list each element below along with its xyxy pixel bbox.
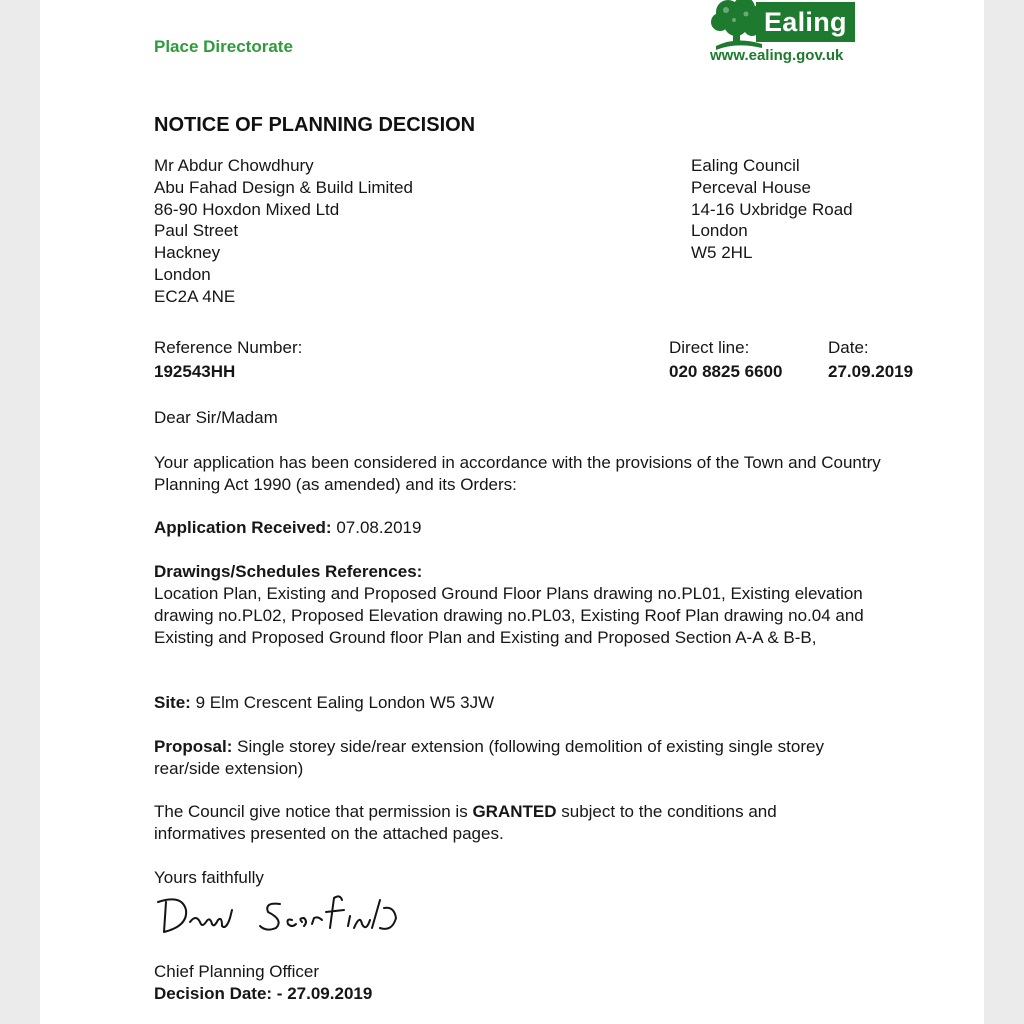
decision-paragraph bbox=[154, 801, 864, 845]
site-value: 9 Elm Crescent Ealing London W5 3JW bbox=[195, 693, 495, 712]
address-line: W5 2HL bbox=[691, 243, 753, 263]
application-received bbox=[154, 517, 894, 539]
address-line: Hackney bbox=[154, 243, 221, 263]
address-line: EC2A 4NE bbox=[154, 286, 236, 306]
handwritten-signature bbox=[152, 888, 412, 948]
proposal-line bbox=[154, 736, 864, 780]
reference-number-value: 192543HH bbox=[154, 362, 236, 381]
council-website-link[interactable]: www.ealing.gov.uk bbox=[710, 47, 844, 64]
application-received-value: 07.08.2019 bbox=[336, 518, 422, 537]
decision-text-before: The Council give notice that permission is bbox=[154, 802, 468, 821]
decision-date-value: 27.09.2019 bbox=[287, 984, 373, 1003]
date-label: Date: bbox=[828, 338, 869, 357]
decision-status: GRANTED bbox=[472, 802, 557, 821]
proposal-label: Proposal: bbox=[154, 737, 233, 756]
decision-date bbox=[154, 983, 894, 1005]
salutation: Dear Sir/Madam bbox=[154, 408, 278, 427]
page-title: NOTICE OF PLANNING DECISION bbox=[154, 114, 476, 136]
direct-line-label: Direct line: bbox=[669, 338, 750, 357]
drawings-references bbox=[154, 561, 894, 649]
address-line: 86-90 Hoxdon Mixed Ltd bbox=[154, 199, 340, 219]
council-address bbox=[691, 155, 853, 264]
address-line: London bbox=[691, 221, 748, 241]
address-line: Mr Abdur Chowdhury bbox=[154, 156, 314, 175]
closing: Yours faithfully bbox=[154, 868, 264, 887]
drawings-text: Location Plan, Existing and Proposed Ground Floor Plans drawing no.PL01, Existing elevation drawing no.PL02, Proposed Elevation drawing no.PL03, Existing Roof Plan drawing no.04 and Existing and Proposed Ground floor Plan and Existing and Proposed Section A-A & B-B, bbox=[154, 584, 864, 647]
reference-number-label: Reference Number: bbox=[154, 338, 303, 357]
document-page bbox=[40, 0, 984, 1024]
directorate-label: Place Directorate bbox=[154, 37, 293, 56]
site-line bbox=[154, 692, 894, 714]
date-value: 27.09.2019 bbox=[828, 362, 914, 381]
application-received-label: Application Received: bbox=[154, 518, 332, 537]
drawings-label: Drawings/Schedules References: bbox=[154, 562, 423, 581]
proposal-value: Single storey side/rear extension (following demolition of existing single storey rear/side extension) bbox=[154, 737, 824, 778]
decision-text-after: subject to the conditions and informatives presented on the attached pages. bbox=[154, 802, 777, 843]
site-label: Site: bbox=[154, 693, 191, 712]
address-line: London bbox=[154, 264, 211, 284]
address-line: Paul Street bbox=[154, 221, 239, 241]
address-line: Abu Fahad Design & Build Limited bbox=[154, 177, 413, 197]
address-line: Perceval House bbox=[691, 177, 812, 197]
officer-title: Chief Planning Officer bbox=[154, 962, 320, 981]
applicant-address bbox=[154, 155, 413, 308]
address-line: Ealing Council bbox=[691, 156, 800, 175]
direct-line-value: 020 8825 6600 bbox=[669, 362, 783, 381]
address-line: 14-16 Uxbridge Road bbox=[691, 199, 853, 219]
intro-paragraph: Your application has been considered in accordance with the provisions of the Town and Country Planning Act 1990 (as amended) and its Orders: bbox=[154, 453, 881, 494]
decision-date-label: Decision Date: - bbox=[154, 984, 283, 1003]
ealing-logo-wordmark: Ealing bbox=[756, 2, 855, 42]
